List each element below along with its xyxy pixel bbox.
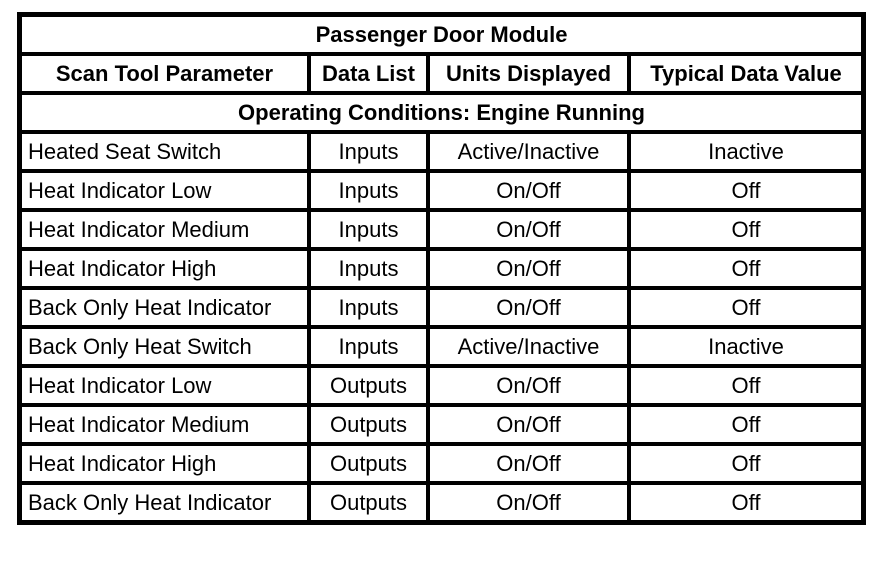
cell-parameter: Heat Indicator Medium <box>20 405 309 444</box>
cell-typical-value: Off <box>629 405 863 444</box>
title-row <box>20 15 863 54</box>
cell-data-list: Inputs <box>309 132 428 171</box>
cell-parameter: Heat Indicator Low <box>20 366 309 405</box>
cell-units: On/Off <box>428 171 629 210</box>
cell-units: Active/Inactive <box>428 327 629 366</box>
header-units-displayed: Units Displayed <box>428 54 629 93</box>
cell-parameter: Back Only Heat Switch <box>20 327 309 366</box>
table-title: Passenger Door Module <box>20 15 863 54</box>
table-row <box>20 249 863 288</box>
cell-units: On/Off <box>428 249 629 288</box>
table-row <box>20 171 863 210</box>
cell-data-list: Inputs <box>309 171 428 210</box>
cell-typical-value: Off <box>629 249 863 288</box>
cell-typical-value: Off <box>629 366 863 405</box>
cell-units: Active/Inactive <box>428 132 629 171</box>
data-table-container <box>17 12 860 525</box>
table-row <box>20 327 863 366</box>
header-data-list: Data List <box>309 54 428 93</box>
table-row <box>20 405 863 444</box>
cell-typical-value: Off <box>629 444 863 483</box>
cell-data-list: Inputs <box>309 210 428 249</box>
cell-typical-value: Inactive <box>629 132 863 171</box>
cell-units: On/Off <box>428 210 629 249</box>
cell-data-list: Outputs <box>309 405 428 444</box>
operating-conditions-label: Operating Conditions: Engine Running <box>20 93 863 132</box>
cell-data-list: Inputs <box>309 288 428 327</box>
cell-parameter: Heated Seat Switch <box>20 132 309 171</box>
passenger-door-module-table <box>17 12 866 525</box>
cell-data-list: Inputs <box>309 327 428 366</box>
cell-data-list: Outputs <box>309 483 428 522</box>
cell-data-list: Outputs <box>309 444 428 483</box>
cell-units: On/Off <box>428 366 629 405</box>
cell-parameter: Heat Indicator Low <box>20 171 309 210</box>
cell-parameter: Heat Indicator High <box>20 249 309 288</box>
cell-units: On/Off <box>428 444 629 483</box>
cell-typical-value: Inactive <box>629 327 863 366</box>
header-typical-data-value: Typical Data Value <box>629 54 863 93</box>
cell-units: On/Off <box>428 405 629 444</box>
table-row <box>20 366 863 405</box>
cell-typical-value: Off <box>629 210 863 249</box>
table-row <box>20 288 863 327</box>
condition-row <box>20 93 863 132</box>
cell-typical-value: Off <box>629 483 863 522</box>
cell-units: On/Off <box>428 288 629 327</box>
header-row <box>20 54 863 93</box>
cell-parameter: Back Only Heat Indicator <box>20 288 309 327</box>
cell-parameter: Heat Indicator High <box>20 444 309 483</box>
cell-parameter: Back Only Heat Indicator <box>20 483 309 522</box>
cell-units: On/Off <box>428 483 629 522</box>
table-row <box>20 132 863 171</box>
cell-typical-value: Off <box>629 288 863 327</box>
cell-typical-value: Off <box>629 171 863 210</box>
cell-data-list: Inputs <box>309 249 428 288</box>
header-scan-tool-parameter: Scan Tool Parameter <box>20 54 309 93</box>
table-row <box>20 483 863 522</box>
table-row <box>20 210 863 249</box>
table-row <box>20 444 863 483</box>
cell-data-list: Outputs <box>309 366 428 405</box>
table-body <box>20 132 863 522</box>
cell-parameter: Heat Indicator Medium <box>20 210 309 249</box>
